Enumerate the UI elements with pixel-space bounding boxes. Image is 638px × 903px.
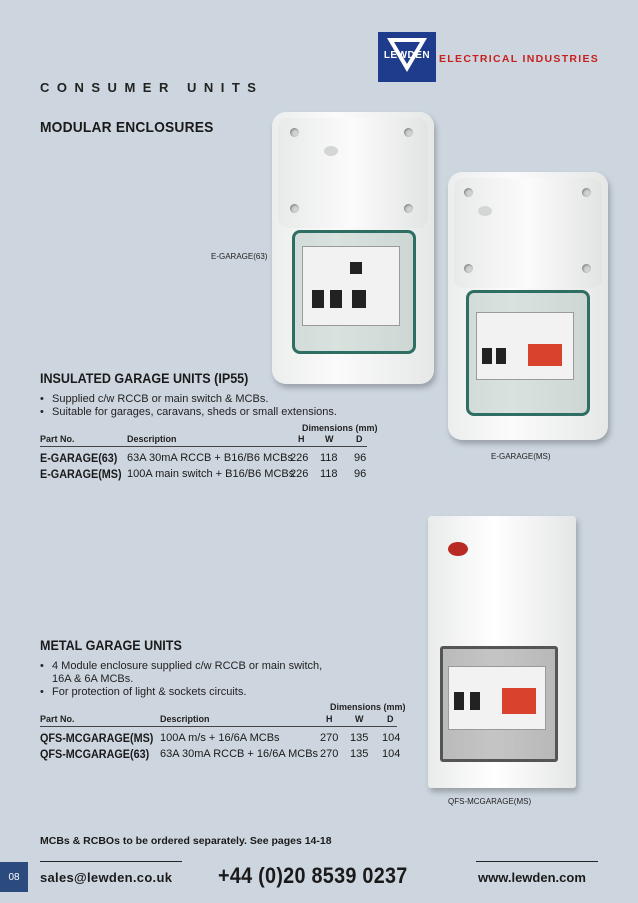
metal-bullet-1: [40, 660, 360, 686]
dim-h: 270: [320, 748, 339, 760]
caption-e-garage-ms: E-GARAGE(MS): [491, 452, 551, 461]
metal-dims-label: Dimensions (mm): [330, 702, 406, 712]
insulated-bullet-2: • Suitable for garages, caravans, sheds or small extensions.: [40, 406, 360, 419]
dim-h: 226: [290, 452, 309, 464]
dim-d: 96: [354, 452, 367, 464]
dim-w: 135: [350, 732, 369, 744]
brand-logo: [378, 32, 599, 82]
insulated-header-desc: Description: [127, 434, 177, 444]
insulated-bullet-1: • Supplied c/w RCCB or main switch & MCBs.: [40, 393, 360, 406]
dim-w: 118: [320, 452, 338, 464]
metal-header-d: D: [387, 714, 394, 724]
insulated-dims-label: Dimensions (mm): [302, 423, 378, 433]
footer-phone: +44 (0)20 8539 0237: [218, 863, 408, 888]
page-heading: MODULAR ENCLOSURES: [40, 119, 214, 136]
insulated-title: INSULATED GARAGE UNITS (IP55): [40, 371, 249, 386]
dim-h: 226: [290, 468, 309, 480]
dim-d: 104: [382, 732, 401, 744]
table-row: [40, 747, 400, 761]
dim-d: 104: [382, 748, 401, 760]
metal-header-h: H: [326, 714, 333, 724]
insulated-bullets: [40, 393, 360, 419]
dim-w: 118: [320, 468, 338, 480]
dim-w: 135: [350, 748, 369, 760]
metal-bullet-2: • For protection of light & sockets circuits.: [40, 686, 360, 699]
section-title: CONSUMER UNITS: [40, 80, 264, 95]
insulated-header-part: Part No.: [40, 434, 75, 444]
metal-header-w: W: [355, 714, 364, 724]
caption-qfs-mcgarage-ms: QFS-MCGARAGE(MS): [448, 797, 532, 806]
description: 100A main switch + B16/B6 MCBs: [127, 468, 295, 480]
footer-website[interactable]: www.lewden.com: [478, 870, 586, 885]
footer-rule-left: [40, 861, 182, 862]
logo-text: ELECTRICAL INDUSTRIES: [439, 53, 600, 65]
table-row: [40, 731, 400, 745]
part-number: QFS-MCGARAGE(MS): [40, 731, 154, 745]
ordering-note: MCBs & RCBOs to be ordered separately. See pages 14-18: [40, 835, 332, 847]
caption-e-garage-63: E-GARAGE(63): [211, 252, 268, 261]
description: 63A 30mA RCCB + B16/B6 MCBs: [127, 452, 293, 464]
metal-bullet-1-line-1: 4 Module enclosure supplied c/w RCCB or main switch,: [52, 660, 323, 672]
insulated-header-h: H: [298, 434, 305, 444]
footer-rule-right: [476, 861, 598, 862]
metal-bullets: [40, 660, 360, 699]
dim-h: 270: [320, 732, 339, 744]
metal-bullet-1-line-2: 16A & 6A MCBs.: [52, 673, 134, 685]
description: 100A m/s + 16/6A MCBs: [160, 732, 280, 744]
table-row: [40, 451, 370, 465]
footer-email[interactable]: sales@lewden.co.uk: [40, 870, 173, 885]
metal-header-part: Part No.: [40, 714, 75, 724]
page-number: 08: [0, 862, 28, 892]
logo-mark: [378, 32, 436, 82]
description: 63A 30mA RCCB + 16/6A MCBs: [160, 748, 319, 760]
metal-title: METAL GARAGE UNITS: [40, 638, 182, 653]
product-image-e-garage-ms: [448, 172, 608, 440]
part-number: QFS-MCGARAGE(63): [40, 747, 150, 761]
logo-name: LEWDEN: [383, 50, 431, 61]
table-row: [40, 467, 370, 481]
product-image-qfs-mcgarage-ms: [428, 516, 576, 788]
dim-d: 96: [354, 468, 367, 480]
insulated-header-d: D: [356, 434, 363, 444]
part-number: E-GARAGE(MS): [40, 467, 122, 481]
metal-header-desc: Description: [160, 714, 210, 724]
product-image-e-garage-63: [272, 112, 434, 384]
part-number: E-GARAGE(63): [40, 451, 118, 465]
insulated-header-w: W: [325, 434, 334, 444]
